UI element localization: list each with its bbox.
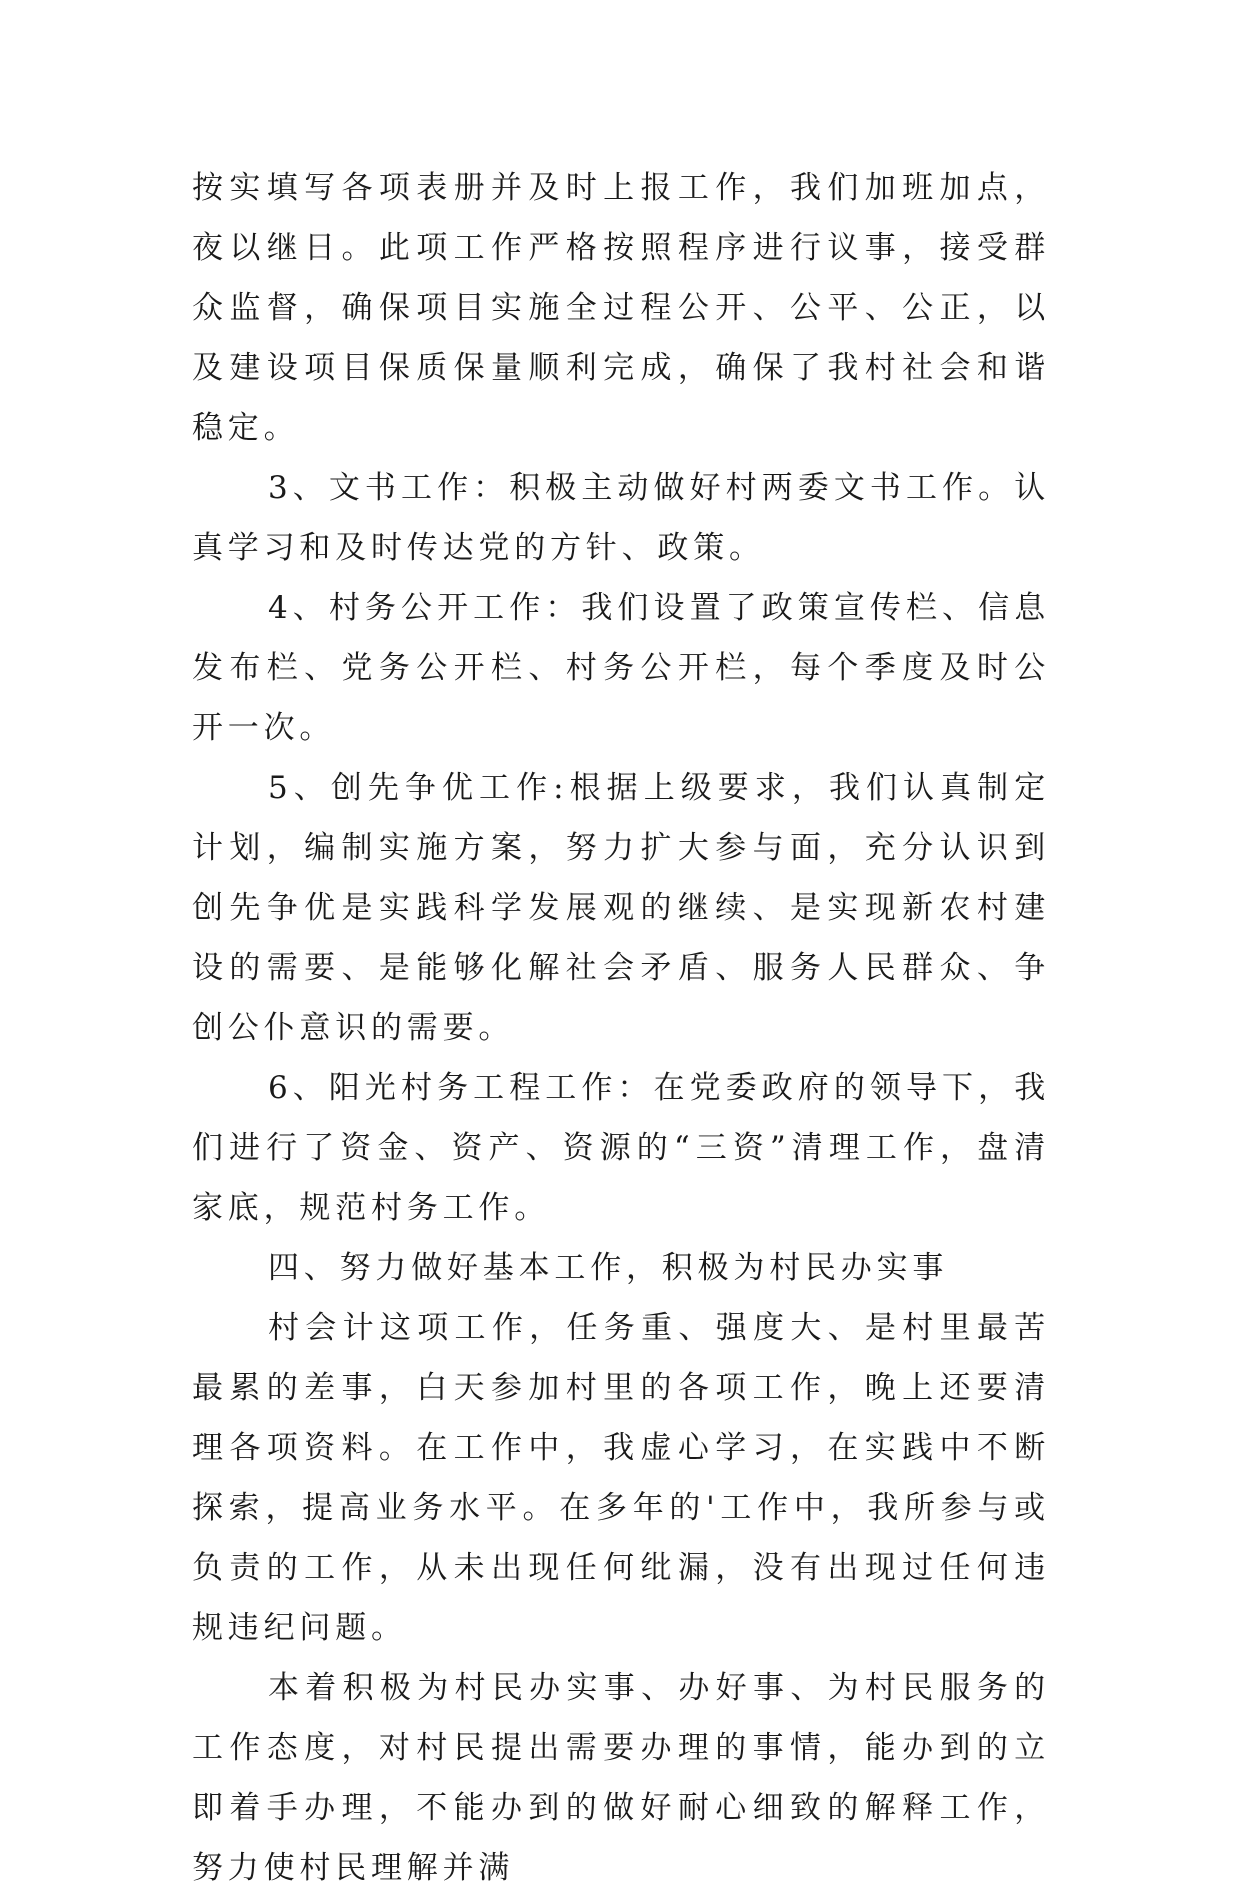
paragraph-2: 3、文书工作：积极主动做好村两委文书工作。认真学习和及时传达党的方针、政策。 (192, 470, 1050, 566)
section-heading: 四、努力做好基本工作，积极为村民办实事 (268, 1250, 949, 1286)
paragraph-7: 本着积极为村民办实事、办好事、为村民服务的工作态度，对村民提出需要办理的事情，能办到的立即着手办理，不能办到的做好耐心细致的解释工作，努力使村民理解并满 (192, 1670, 1050, 1886)
document-body (192, 158, 1050, 1898)
paragraph-1: 按实填写各项表册并及时上报工作，我们加班加点，夜以继日。此项工作严格按照程序进行议事，接受群众监督，确保项目实施全过程公开、公平、公正，以及建设项目保质保量顺利完成，确保了我村社会和谐稳定。 (192, 170, 1050, 446)
paragraph-5: 6、阳光村务工程工作：在党委政府的领导下，我们进行了资金、资产、资源的“三资”清理工作，盘清家底，规范村务工作。 (192, 1070, 1050, 1226)
paragraph-4: 5、创先争优工作:根据上级要求，我们认真制定计划，编制实施方案，努力扩大参与面，充分认识到创先争优是实践科学发展观的继续、是实现新农村建设的需要、是能够化解社会矛盾、服务人民群众、争创公仆意识的需要。 (192, 770, 1050, 1046)
paragraph-6: 村会计这项工作，任务重、强度大、是村里最苦最累的差事，白天参加村里的各项工作，晚上还要清理各项资料。在工作中，我虚心学习，在实践中不断探索，提高业务水平。在多年的'工作中，我所参与或负责的工作，从未出现任何纰漏，没有出现过任何违规违纪问题。 (192, 1310, 1050, 1646)
paragraph-3: 4、村务公开工作：我们设置了政策宣传栏、信息发布栏、党务公开栏、村务公开栏，每个季度及时公开一次。 (192, 590, 1050, 746)
